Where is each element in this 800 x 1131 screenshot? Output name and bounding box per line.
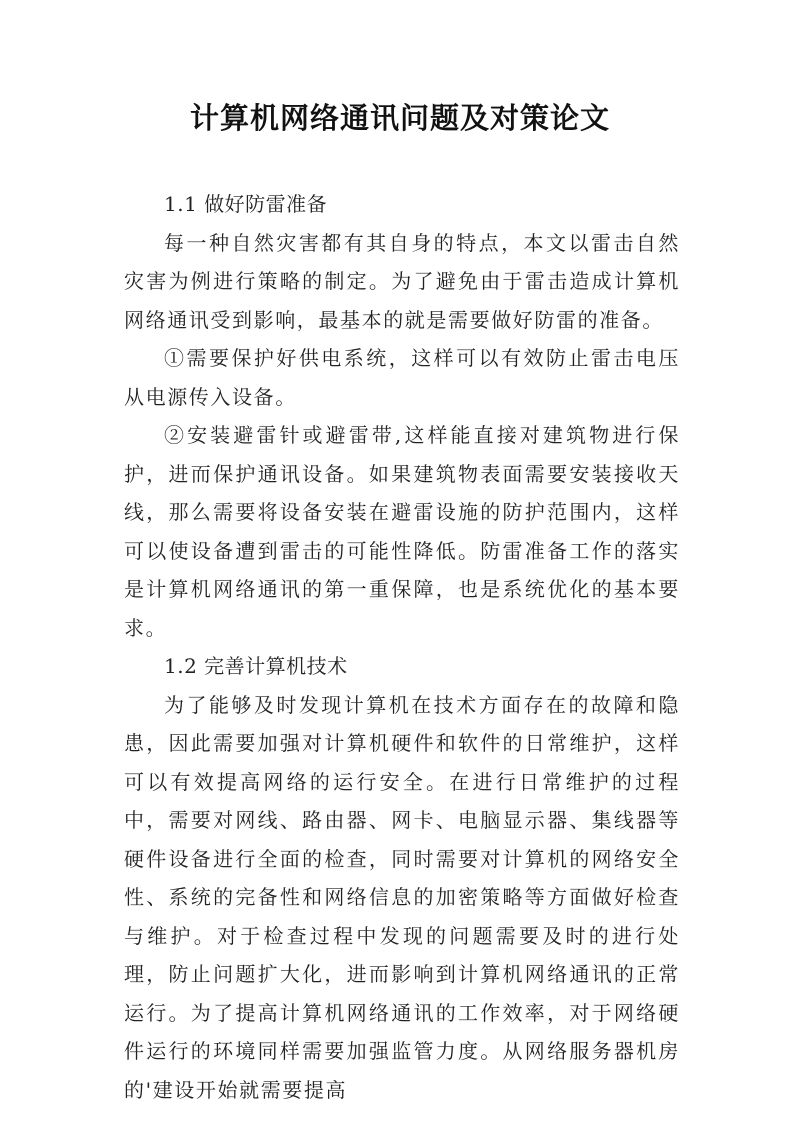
paragraph-item-1: ①需要保护好供电系统，这样可以有效防止雷击电压从电源传入设备。 [124,346,680,409]
section-heading-1-1: 1.1 做好防雷准备 [164,192,328,216]
section-heading-1-2: 1.2 完善计算机技术 [164,654,348,678]
paragraph-maintenance: 为了能够及时发现计算机在技术方面存在的故障和隐患，因此需要加强对计算机硬件和软件的日常维护，这样可以有效提高网络的运行安全。在进行日常维护的过程中，需要对网线、路由器、网卡、电脑显示器、集线器等硬件设备进行全面的检查，同时需要对计算机的网络安全性、系统的完备性和网络信息的加密策略等方面做好检查与维护。对于检查过程中发现的问题需要及时的进行处理，防止问题扩大化，进而影响到计算机网络通讯的正常运行。为了提高计算机网络通讯的工作效率，对于网络硬件运行的环境同样需要加强监管力度。从网络服务器机房的'建设开始就需要提高 [124,692,680,1102]
document-title: 计算机网络通讯问题及对策论文 [189,101,610,135]
document-body [124,185,680,1109]
paragraph-intro: 每一种自然灾害都有其自身的特点，本文以雷击自然灾害为例进行策略的制定。为了避免由于雷击造成计算机网络通讯受到影响，最基本的就是需要做好防雷的准备。 [124,230,680,332]
paragraph-item-2: ②安装避雷针或避雷带,这样能直接对建筑物进行保护，进而保护通讯设备。如果建筑物表面需要安装接收天线，那么需要将设备安装在避雷设施的防护范围内，这样可以使设备遭到雷击的可能性降低。防雷准备工作的落实是计算机网络通讯的第一重保障，也是系统优化的基本要求。 [124,423,680,640]
